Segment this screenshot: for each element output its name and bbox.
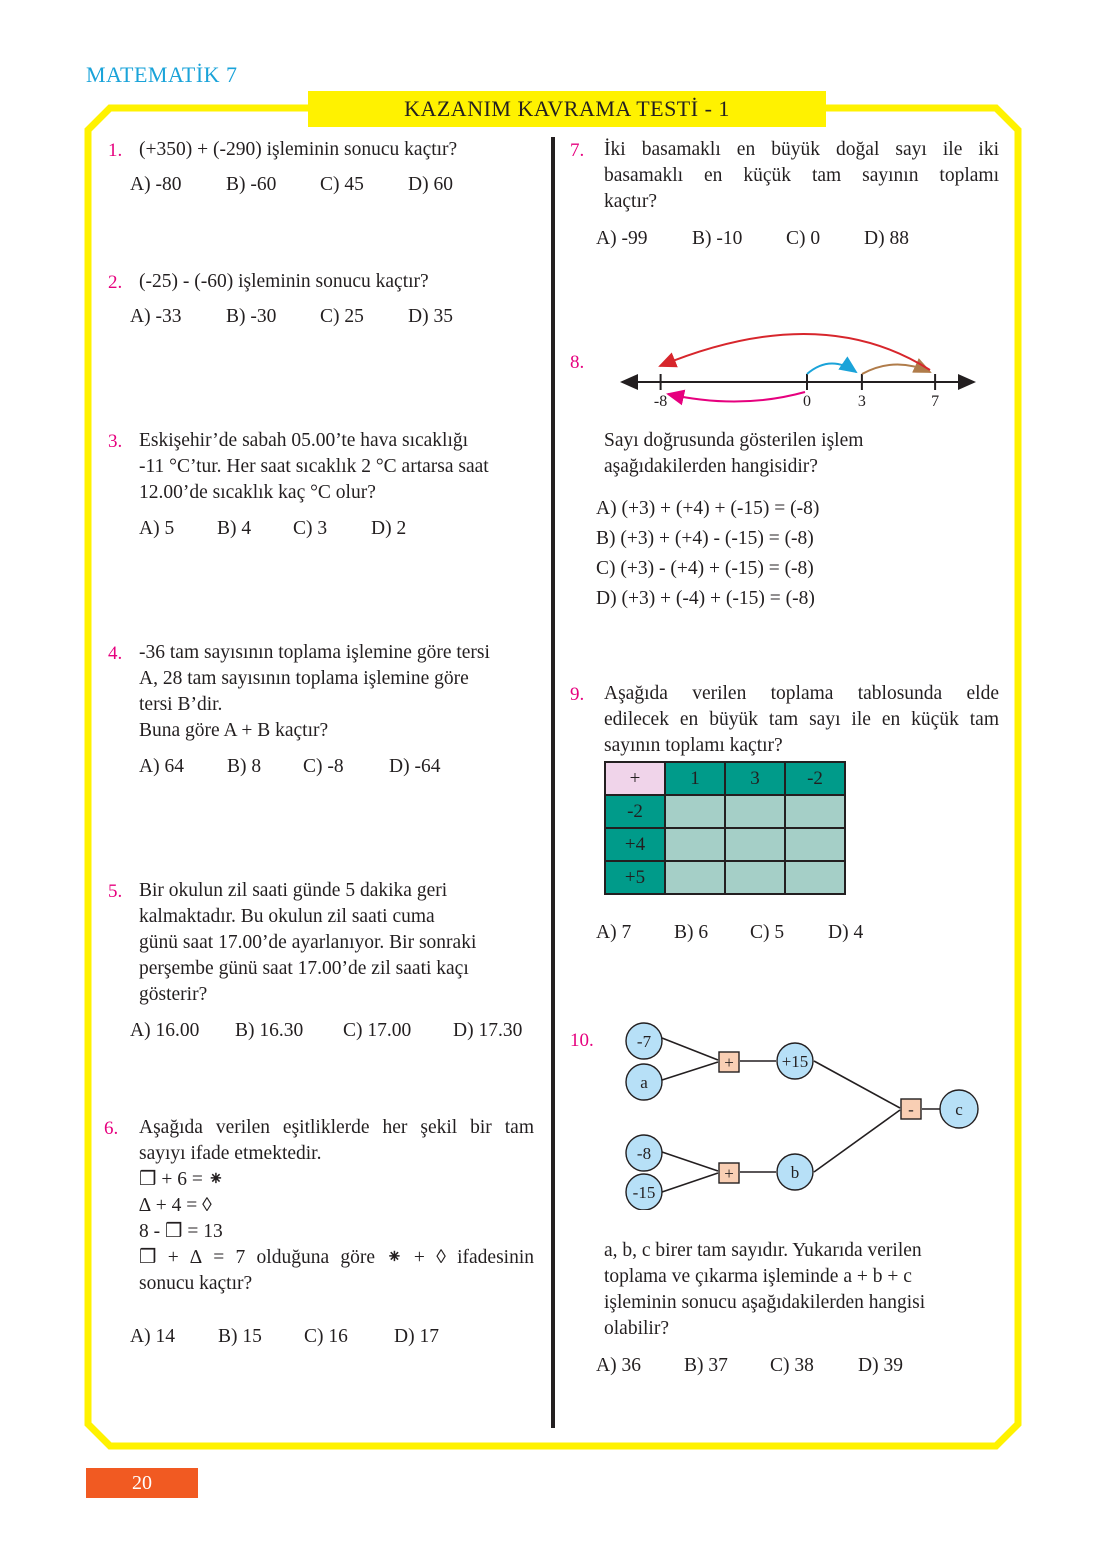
table-col-header: 3	[725, 762, 785, 795]
option-c[interactable]: C) 38	[770, 1355, 814, 1376]
node-label: b	[790, 1163, 800, 1182]
option-c[interactable]: C) 45	[320, 174, 364, 195]
option-d[interactable]: D) 17	[394, 1326, 439, 1347]
option-a[interactable]: A) 14	[130, 1326, 175, 1347]
page-number: 20	[86, 1468, 198, 1498]
answer-options	[596, 228, 909, 250]
question-text: -36 tam sayısının toplama işlemine göre tersi A, 28 tam sayısının toplama işlemine göre tersi B’dir. Buna göre A + B kaçtır?	[139, 642, 490, 741]
option-b[interactable]: B) -30	[226, 306, 277, 327]
question-number: 6.	[104, 1118, 119, 1139]
option-d[interactable]: D) 35	[408, 306, 453, 327]
answer-options	[130, 1020, 522, 1042]
subject-label: MATEMATİK 7	[86, 62, 238, 87]
option-d[interactable]: D) (+3) + (-4) + (-15) = (-8)	[596, 588, 815, 609]
answer-options	[130, 306, 453, 328]
option-c[interactable]: C) 0	[786, 228, 821, 249]
question-text: Aşağıda verilen eşitliklerde her şekil bir tam sayıyı ifade etmektedir. ❒ + 6 = ⁕ ∆ + 4 = ◊ 8 - ❒ = 13 ❒ + ∆ = 7 olduğuna göre ⁕ + ◊ ifadesinin sonucu kaçtır?	[139, 1117, 534, 1294]
operation-diagram	[600, 1010, 1000, 1210]
table-corner: +	[605, 762, 665, 795]
arrow-pink	[668, 392, 805, 402]
table-cell	[725, 795, 785, 828]
table-cell	[665, 795, 725, 828]
option-d[interactable]: D) 60	[408, 174, 453, 195]
arrow-blue	[807, 363, 856, 374]
question-number: 9.	[570, 684, 585, 705]
option-a[interactable]: A) 7	[596, 922, 632, 943]
option-c[interactable]: C) 5	[750, 922, 785, 943]
table-cell	[665, 828, 725, 861]
test-title: KAZANIM KAVRAMA TESTİ - 1	[308, 91, 826, 127]
question-number: 10.	[570, 1030, 594, 1051]
tick-label: 3	[857, 393, 866, 410]
option-c[interactable]: C) 25	[320, 306, 364, 327]
option-a[interactable]: A) 36	[596, 1355, 641, 1376]
table-cell	[665, 861, 725, 894]
table-cell	[725, 861, 785, 894]
tick-label: 7	[931, 393, 940, 410]
answer-options	[130, 1326, 439, 1348]
question-number: 5.	[108, 881, 123, 902]
tick-label: -8	[653, 393, 668, 410]
question-text: Sayı doğrusunda gösterilen işlem aşağıdakilerden hangisidir?	[604, 430, 864, 477]
table-cell	[785, 861, 845, 894]
table-col-header: 1	[665, 762, 725, 795]
option-a[interactable]: A) (+3) + (+4) + (-15) = (-8)	[596, 498, 820, 519]
question-number: 8.	[570, 352, 585, 373]
option-c[interactable]: C) 16	[304, 1326, 348, 1347]
op-label: +	[724, 1053, 734, 1072]
addition-table	[604, 761, 846, 895]
option-b[interactable]: B) 8	[227, 756, 262, 777]
option-a[interactable]: A) 5	[139, 518, 175, 539]
option-c[interactable]: C) (+3) - (+4) + (-15) = (-8)	[596, 558, 814, 579]
option-a[interactable]: A) -80	[130, 174, 182, 195]
option-c[interactable]: C) 17.00	[343, 1020, 412, 1041]
option-b[interactable]: B) (+3) + (+4) - (-15) = (-8)	[596, 528, 814, 549]
option-a[interactable]: A) 16.00	[130, 1020, 200, 1041]
option-c[interactable]: C) 3	[293, 518, 328, 539]
option-a[interactable]: A) -33	[130, 306, 182, 327]
node-label: c	[955, 1100, 963, 1119]
option-d[interactable]: D) 2	[371, 518, 407, 539]
node-label: -7	[636, 1032, 652, 1051]
answer-options	[596, 1355, 903, 1377]
op-label: -	[908, 1100, 914, 1119]
op-label: +	[724, 1164, 734, 1183]
table-row-header: -2	[605, 795, 665, 828]
answer-options	[139, 518, 406, 540]
question-text: a, b, c birer tam sayıdır. Yukarıda verilen toplama ve çıkarma işleminde a + b + c işleminin sonucu aşağıdakilerden hangisi olabilir?	[604, 1240, 926, 1339]
option-b[interactable]: B) -10	[692, 228, 743, 249]
option-d[interactable]: D) 17.30	[453, 1020, 523, 1041]
option-a[interactable]: A) -99	[596, 228, 648, 249]
question-number: 3.	[108, 431, 123, 452]
node-label: +15	[781, 1052, 809, 1071]
option-b[interactable]: B) 6	[674, 922, 709, 943]
question-number: 1.	[108, 140, 123, 161]
table-cell	[725, 828, 785, 861]
option-d[interactable]: D) -64	[389, 756, 441, 777]
table-row-header: +4	[605, 828, 665, 861]
node-label: a	[640, 1073, 648, 1092]
option-b[interactable]: B) -60	[226, 174, 277, 195]
answer-options	[139, 756, 440, 778]
node-label: -8	[636, 1144, 652, 1163]
table-cell	[785, 828, 845, 861]
node-label: -15	[632, 1183, 656, 1202]
table-row-header: +5	[605, 861, 665, 894]
answer-options	[130, 174, 453, 196]
question-text: Aşağıda verilen toplama tablosunda elde edilecek en büyük tam sayı ile en küçük tam sayının toplamı kaçtır?	[604, 683, 999, 756]
option-d[interactable]: D) 4	[828, 922, 864, 943]
option-b[interactable]: B) 4	[217, 518, 252, 539]
option-c[interactable]: C) -8	[303, 756, 344, 777]
number-line	[600, 310, 1000, 410]
question-text: İki basamaklı en büyük doğal sayı ile iki basamaklı en küçük tam sayının toplamı kaçtır?	[604, 139, 999, 212]
answer-options	[596, 494, 819, 614]
question-text: Eskişehir’de sabah 05.00’te hava sıcaklığı -11 °C’tur. Her saat sıcaklık 2 °C artarsa saat 12.00’de sıcaklık kaç °C olur?	[139, 430, 489, 503]
option-d[interactable]: D) 39	[858, 1355, 903, 1376]
table-col-header: -2	[785, 762, 845, 795]
option-b[interactable]: B) 15	[218, 1326, 262, 1347]
question-number: 4.	[108, 643, 123, 664]
option-a[interactable]: A) 64	[139, 756, 184, 777]
tick-label: 0	[803, 393, 811, 410]
option-b[interactable]: B) 37	[684, 1355, 728, 1376]
question-number: 7.	[570, 140, 585, 161]
question-text: (+350) + (-290) işleminin sonucu kaçtır?	[139, 139, 458, 160]
question-number: 2.	[108, 272, 123, 293]
question-text: Bir okulun zil saati günde 5 dakika geri kalmaktadır. Bu okulun zil saati cuma günü saat 17.00’de ayarlanıyor. Bir sonraki perşembe günü saat 17.00’de zil saati kaçı gösterir?	[139, 880, 477, 1005]
arrow-brown	[862, 364, 930, 374]
answer-options	[596, 922, 863, 944]
question-text: (-25) - (-60) işleminin sonucu kaçtır?	[139, 271, 429, 292]
option-d[interactable]: D) 88	[864, 228, 909, 249]
table-cell	[785, 795, 845, 828]
option-b[interactable]: B) 16.30	[235, 1020, 304, 1041]
